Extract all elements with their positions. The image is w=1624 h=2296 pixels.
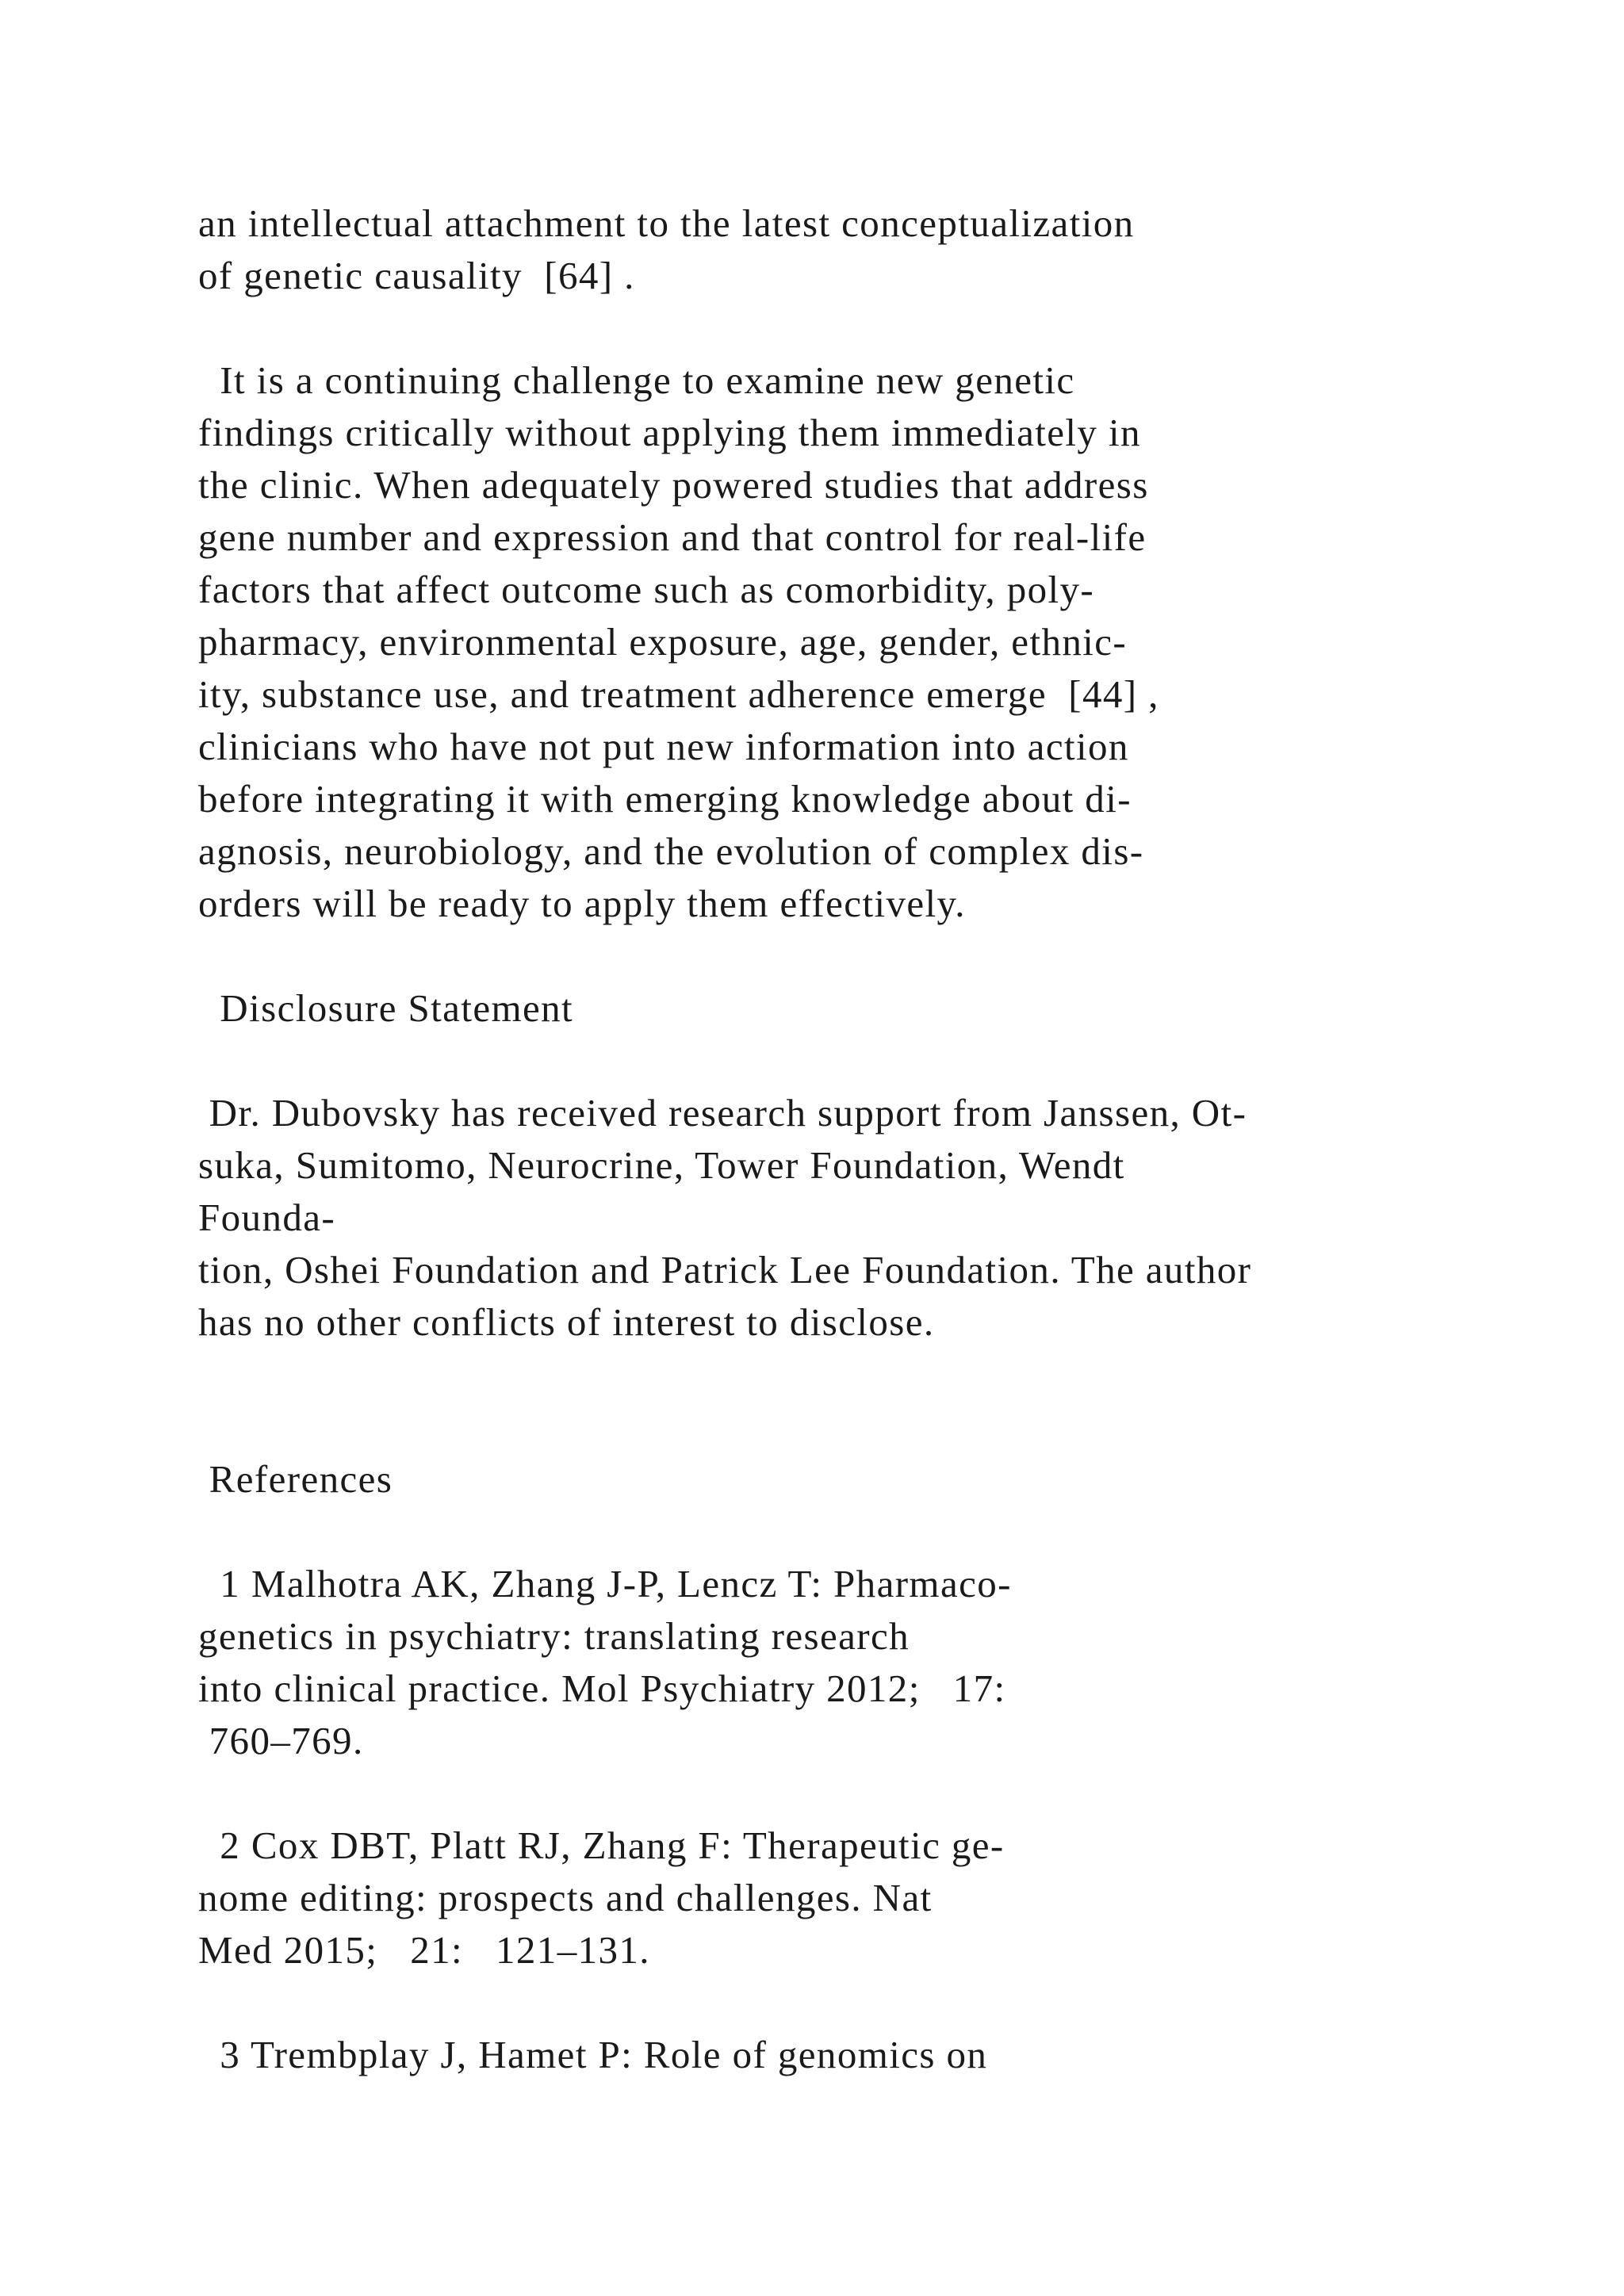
section-heading: Disclosure Statement <box>198 986 574 1030</box>
reference-line: into clinical practice. Mol Psychiatry 2012; 17: <box>198 1667 1006 1710</box>
text-line: pharmacy, environmental exposure, age, gender, ethnic- <box>198 620 1128 664</box>
text-line: It is a continuing challenge to examine new genetic <box>198 358 1075 402</box>
reference-line: 2 Cox DBT, Platt RJ, Zhang F: Therapeutic ge- <box>198 1823 1005 1867</box>
reference-line: genetics in psychiatry: translating research <box>198 1614 910 1658</box>
text-line: ity, substance use, and treatment adherence emerge [44] , <box>198 672 1159 716</box>
text-line: has no other conflicts of interest to disclose. <box>198 1300 935 1344</box>
text-line: Founda- <box>198 1196 336 1239</box>
text-line: agnosis, neurobiology, and the evolution of complex dis- <box>198 829 1144 873</box>
text-line: the clinic. When adequately powered studies that address <box>198 463 1149 507</box>
text-line: suka, Sumitomo, Neurocrine, Tower Foundation, Wendt <box>198 1143 1125 1187</box>
text-line: factors that affect outcome such as comorbidity, poly- <box>198 568 1095 611</box>
text-line: orders will be ready to apply them effectively. <box>198 882 966 925</box>
section-heading: References <box>198 1457 393 1501</box>
reference-line: nome editing: prospects and challenges. Nat <box>198 1876 933 1919</box>
reference-line: 760–769. <box>198 1719 364 1762</box>
text-line: an intellectual attachment to the latest conceptualization <box>198 201 1135 245</box>
text-line: tion, Oshei Foundation and Patrick Lee Foundation. The author <box>198 1248 1252 1292</box>
reference-line: Med 2015; 21: 121–131. <box>198 1928 650 1972</box>
text-line: findings critically without applying them immediately in <box>198 411 1141 454</box>
reference-line: 1 Malhotra AK, Zhang J-P, Lencz T: Pharmaco- <box>198 1562 1012 1605</box>
text-line: Dr. Dubovsky has received research support from Janssen, Ot- <box>198 1091 1247 1135</box>
text-line: of genetic causality [64] . <box>198 254 635 297</box>
text-line: gene number and expression and that control for real-life <box>198 515 1147 559</box>
reference-line: 3 Trembplay J, Hamet P: Role of genomics on <box>198 2033 988 2076</box>
text-line: clinicians who have not put new information into action <box>198 725 1129 768</box>
text-line: before integrating it with emerging knowledge about di- <box>198 777 1132 821</box>
